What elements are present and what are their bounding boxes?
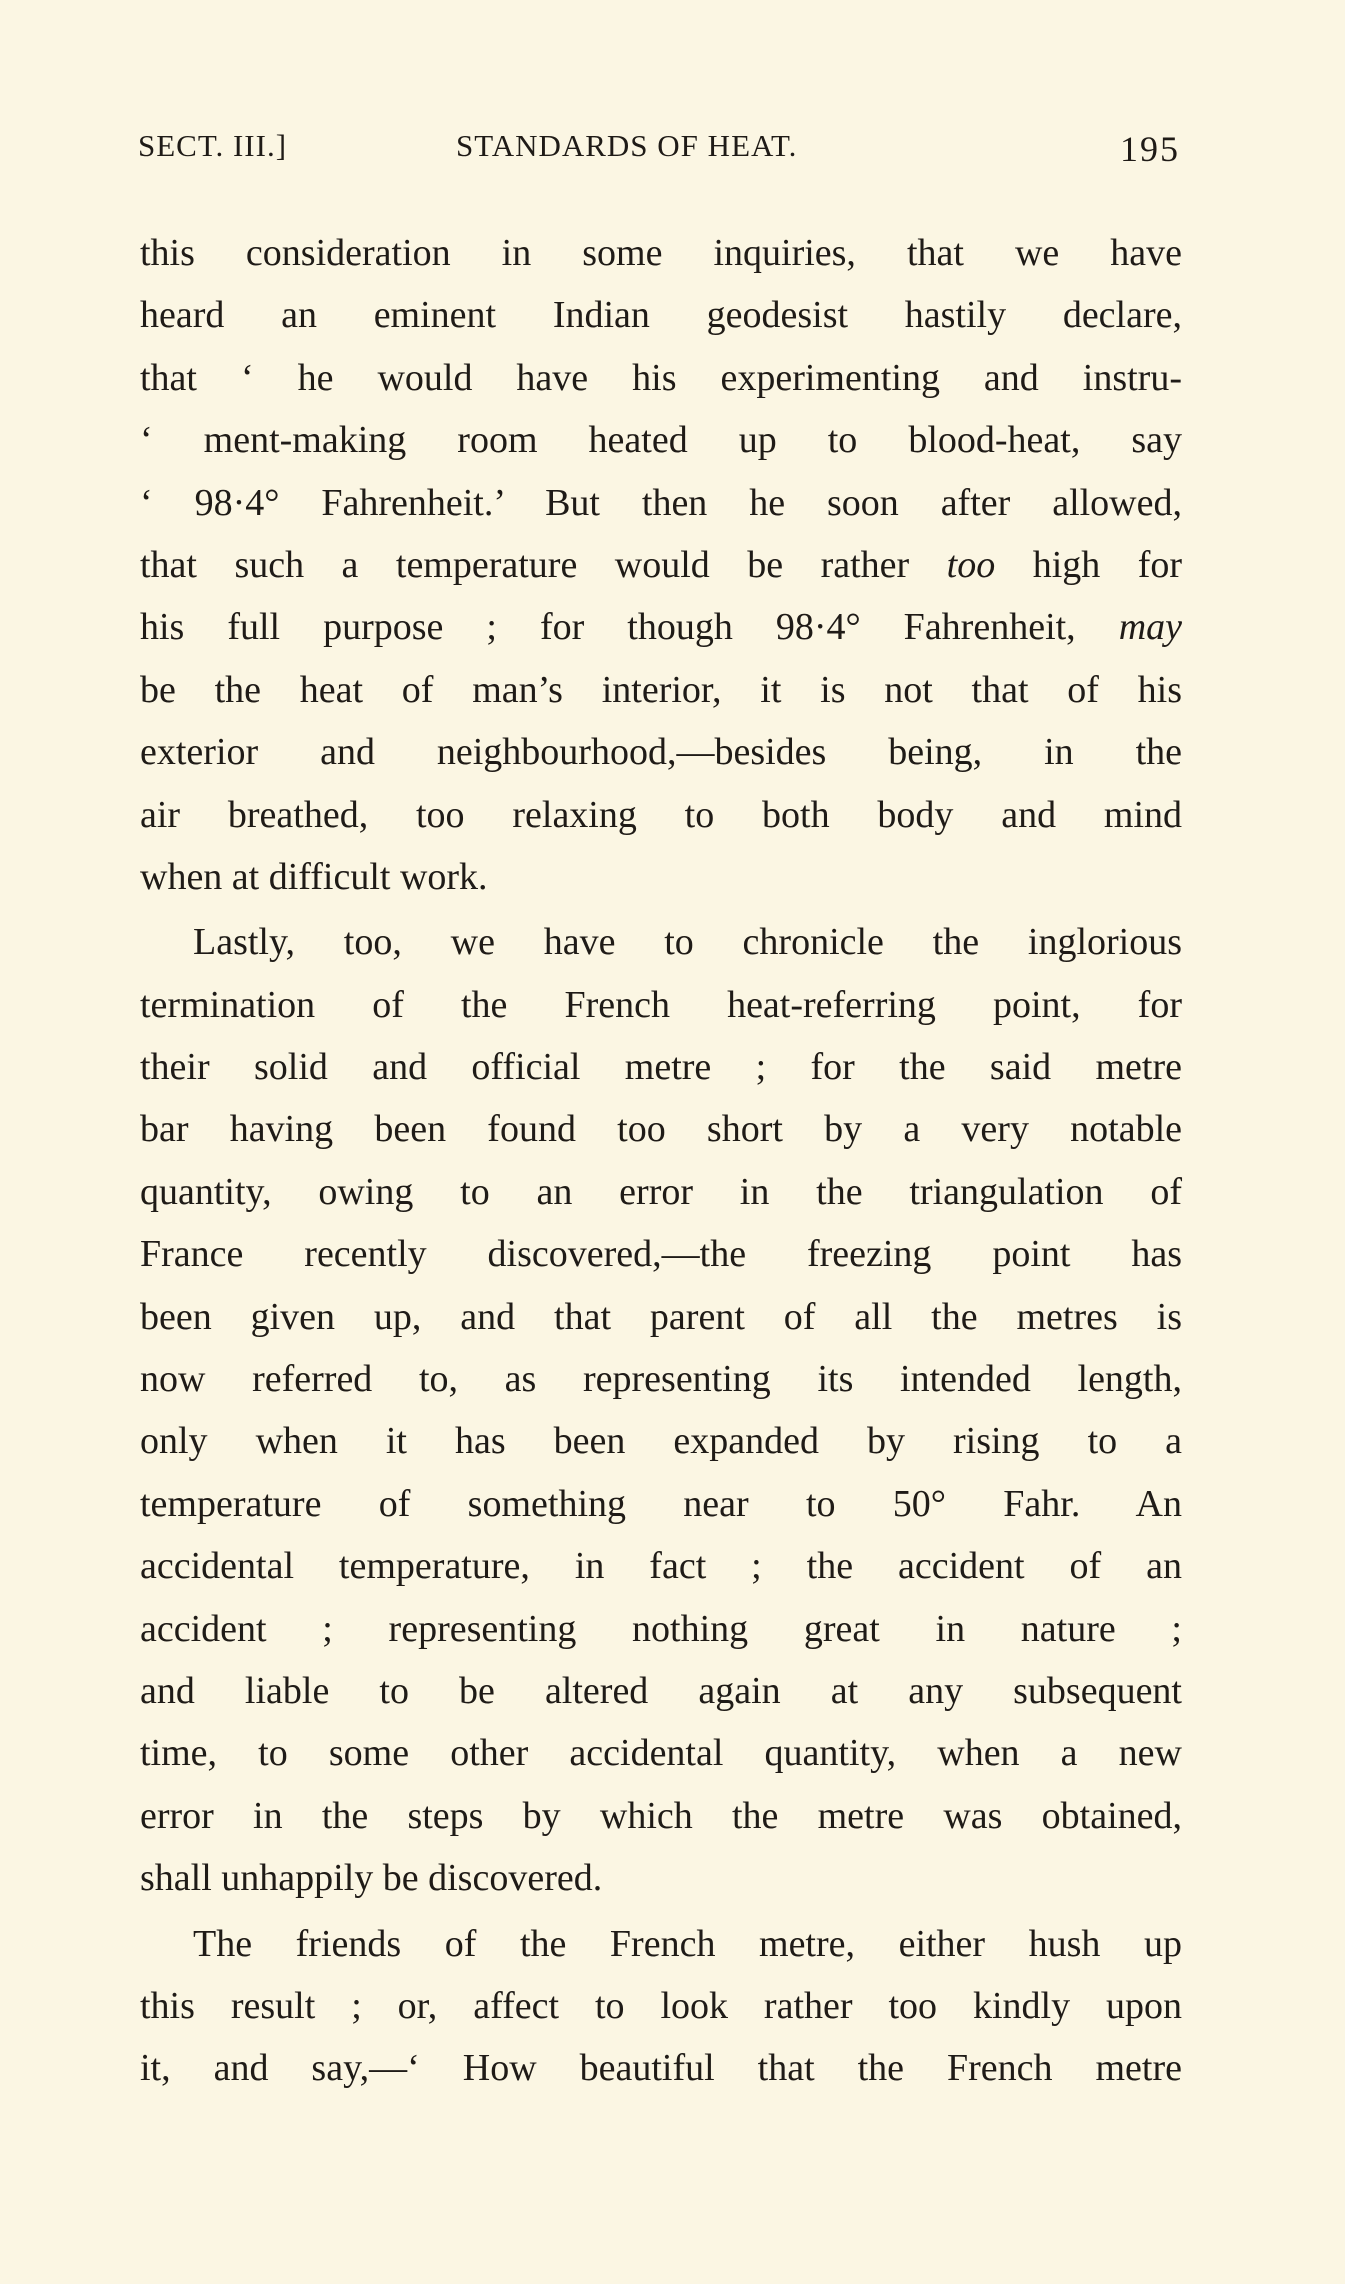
text-line	[140, 534, 1182, 596]
text-line: ‘ 98·4° Fahrenheit.’ But then he soon after allowed,	[140, 481, 1182, 524]
text-line: this consideration in some inquiries, that we have	[140, 232, 1182, 274]
text-line: been given up, and that parent of all the metres is	[140, 1295, 1182, 1338]
text-line: this result ; or, affect to look rather too kindly upon	[140, 1984, 1182, 2027]
text-line: accident ; representing nothing great in nature ;	[140, 1607, 1182, 1650]
section-label: SECT. III.]	[138, 128, 288, 163]
text-line: and liable to be altered again at any subsequent	[140, 1669, 1182, 1712]
text-line: bar having been found too short by a very notable	[140, 1108, 1182, 1151]
italic-word: too	[946, 543, 996, 586]
text-line	[140, 596, 1182, 658]
text-line: France recently discovered,—the freezing point has	[140, 1233, 1182, 1276]
running-head	[138, 128, 1180, 178]
page-title: STANDARDS OF HEAT.	[456, 128, 798, 163]
text-line: their solid and official metre ; for the said metre	[140, 1046, 1182, 1089]
text-line: it, and say,—‘ How beautiful that the French metre	[140, 2047, 1182, 2090]
body-text	[140, 222, 1182, 2100]
text-line: ‘ ment-making room heated up to blood-heat, say	[140, 419, 1182, 462]
text-line: now referred to, as representing its intended length,	[140, 1358, 1182, 1401]
text-line: heard an eminent Indian geodesist hastily declare,	[140, 294, 1182, 337]
text-fragment: high for	[1032, 543, 1183, 586]
text-line: that ‘ he would have his experimenting and instru-	[140, 356, 1182, 399]
text-line: quantity, owing to an error in the triangulation of	[140, 1170, 1182, 1213]
text-line: when at difficult work.	[140, 855, 488, 898]
text-line: accidental temperature, in fact ; the accident of an	[140, 1545, 1182, 1588]
text-line: shall unhappily be discovered.	[140, 1857, 603, 1900]
paragraph-first-line: The friends of the French metre, either hush up	[193, 1922, 1182, 1965]
paragraph-first-line: Lastly, too, we have to chronicle the inglorious	[193, 921, 1182, 964]
text-line: air breathed, too relaxing to both body and mind	[140, 793, 1182, 836]
text-line: termination of the French heat-referring point, for	[140, 983, 1182, 1026]
text-fragment: that such a temperature would be rather	[140, 543, 910, 586]
page-number: 195	[1120, 129, 1180, 169]
text-fragment: his full purpose ; for though 98·4° Fahrenheit,	[140, 606, 1076, 649]
text-line: error in the steps by which the metre was obtained,	[140, 1794, 1182, 1837]
text-line: be the heat of man’s interior, it is not that of his	[140, 668, 1182, 711]
italic-word: may	[1118, 606, 1182, 649]
text-line: time, to some other accidental quantity, when a new	[140, 1732, 1182, 1775]
text-line: only when it has been expanded by rising to a	[140, 1420, 1182, 1463]
text-line: exterior and neighbourhood,—besides being, in the	[140, 731, 1182, 774]
text-line: temperature of something near to 50° Fahr. An	[140, 1482, 1182, 1525]
